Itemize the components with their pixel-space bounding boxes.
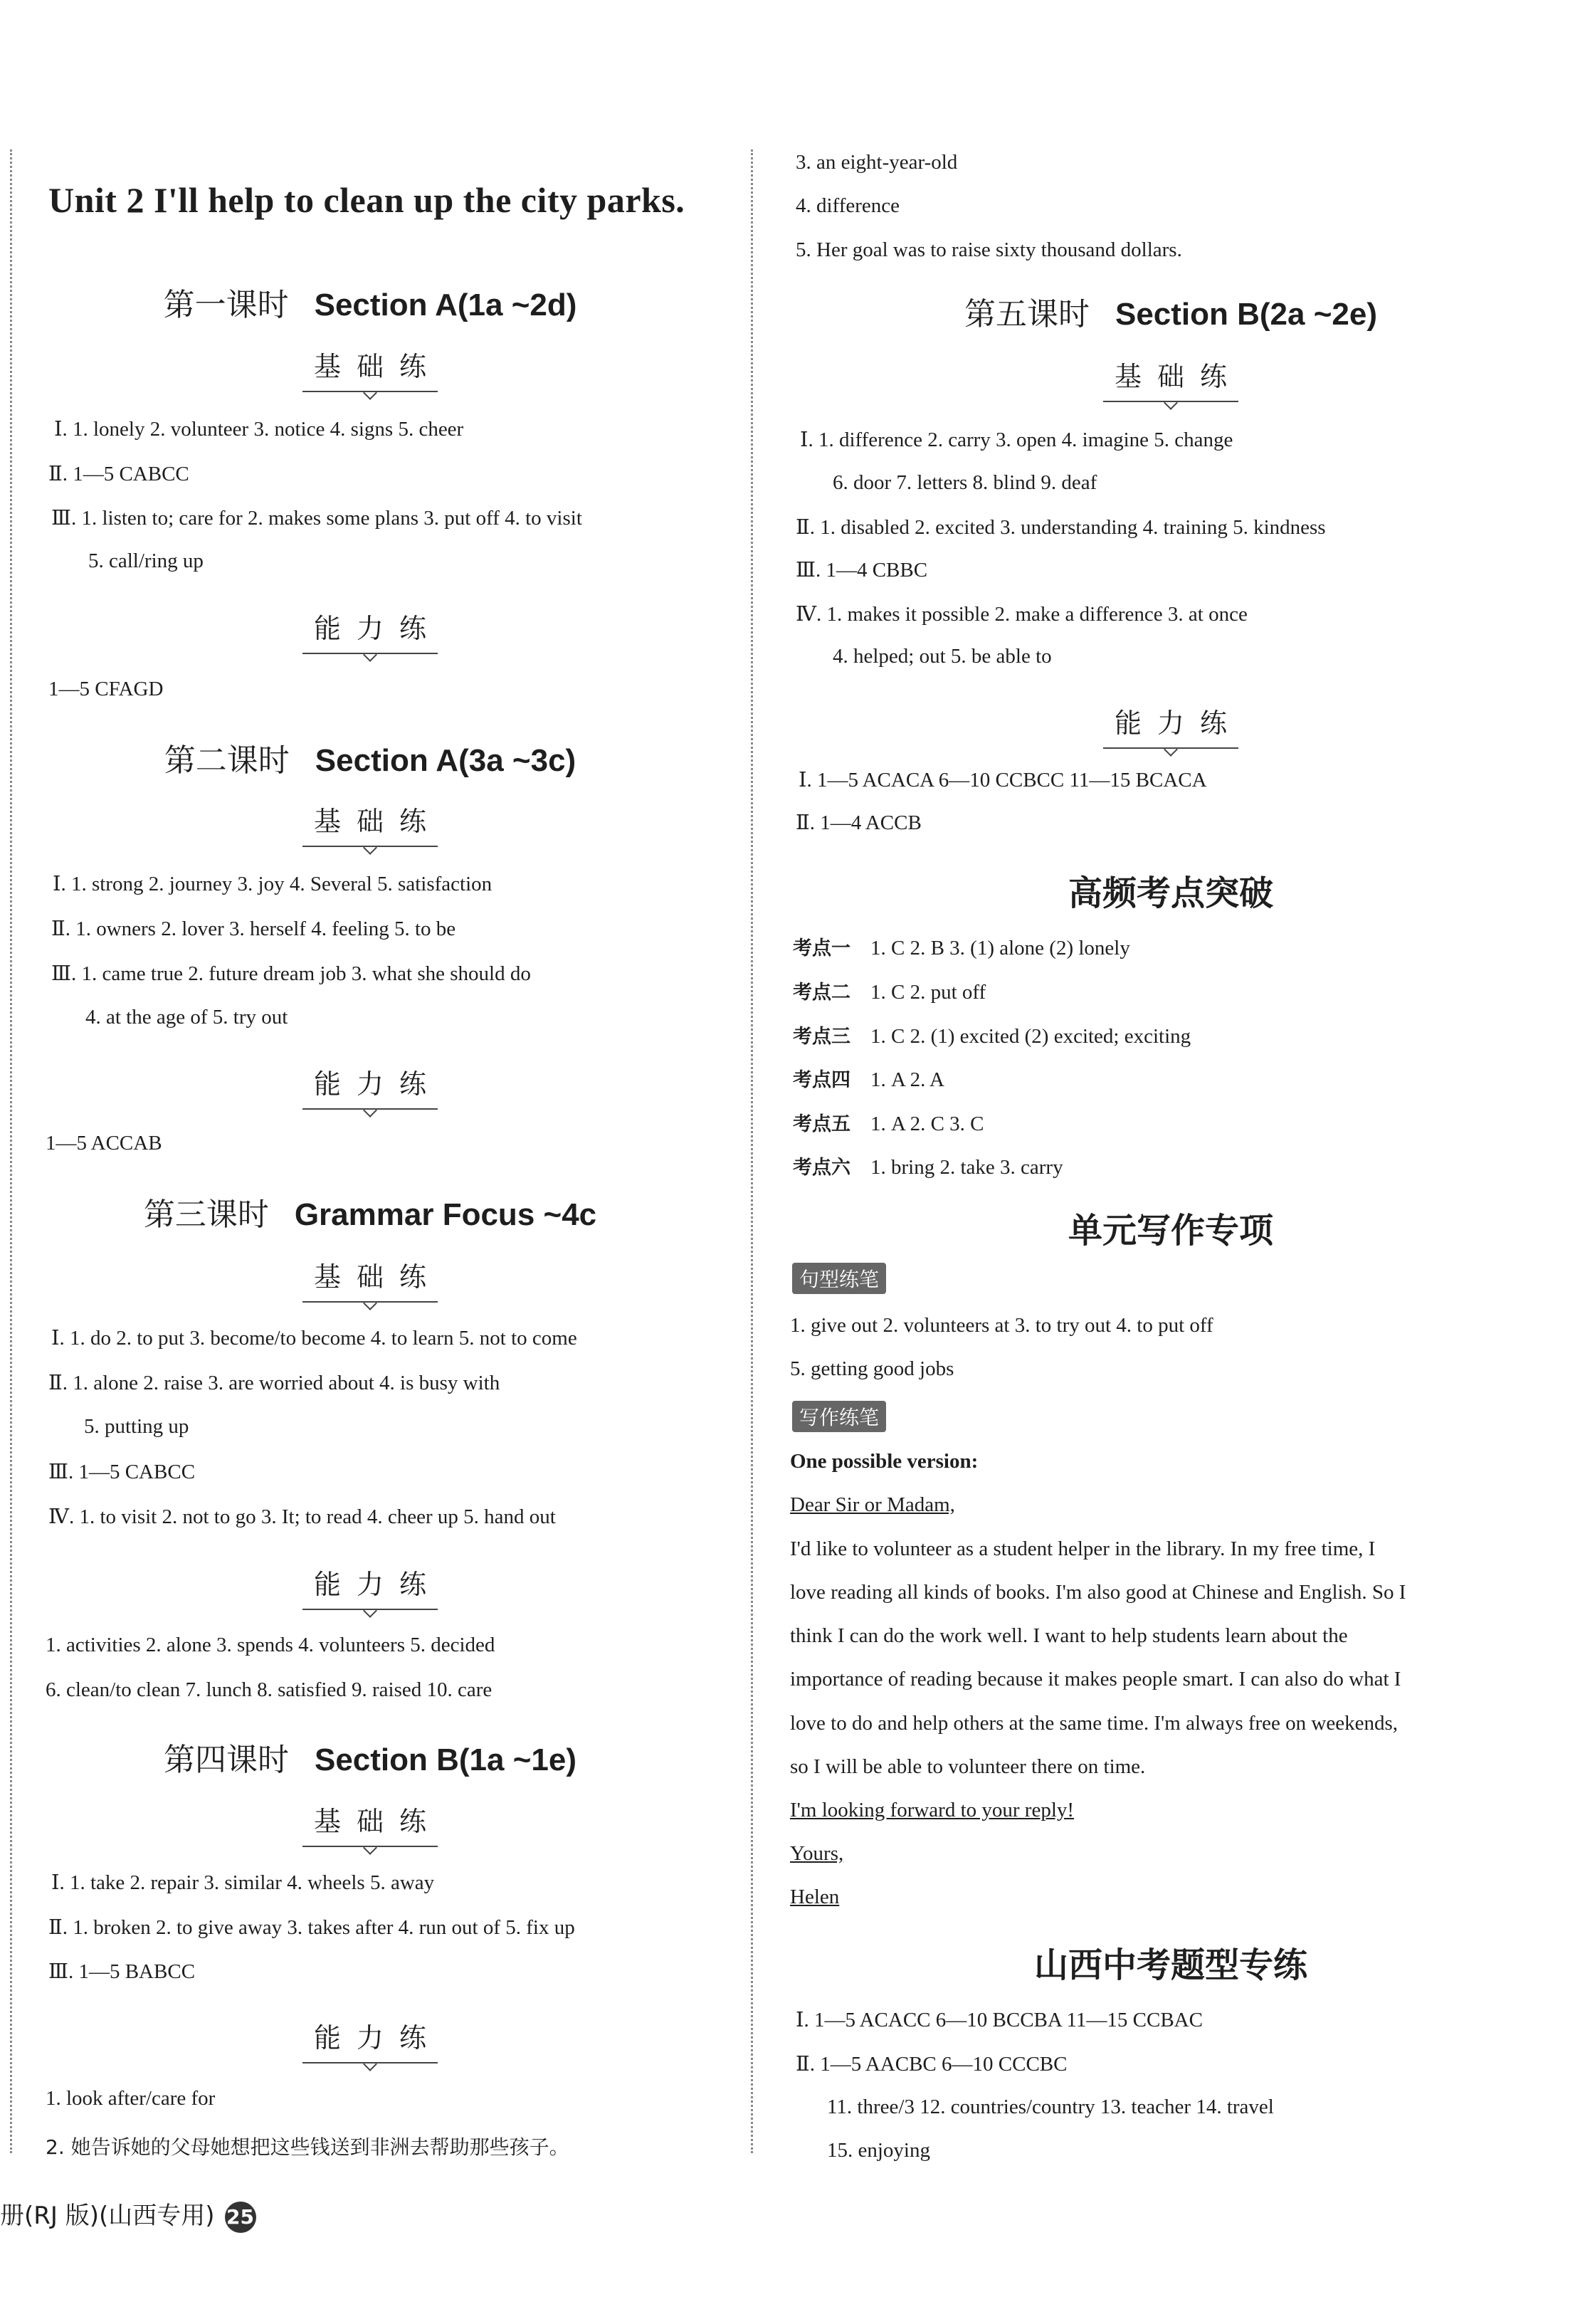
- answer-line: Ⅰ. 1. difference 2. carry 3. open 4. imagine 5. change: [800, 428, 1233, 451]
- answer-line: 5. call/ring up: [88, 550, 204, 572]
- ability-practice-heading: 能力练: [0, 1062, 740, 1101]
- answer-line: 11. three/3 12. countries/country 13. teacher 14. travel: [827, 2096, 1274, 2118]
- answer-line: 1. give out 2. volunteers at 3. to try out 4. to put off: [790, 1314, 1213, 1337]
- answer-line: Ⅱ. 1—5 CABCC: [48, 463, 189, 485]
- answer-line: Ⅱ. 1—4 ACCB: [796, 811, 922, 834]
- answer-line: 1—5 CFAGD: [48, 678, 164, 700]
- exam-point-row: 考点一 1. C 2. B 3. (1) alone (2) lonely: [793, 937, 1130, 959]
- exam-point-row: 考点二 1. C 2. put off: [793, 981, 986, 1004]
- basic-practice-heading: 基础练: [0, 345, 740, 384]
- answer-line: Ⅰ. 1. take 2. repair 3. similar 4. wheels 5. away: [51, 1871, 435, 1894]
- letter-greeting: Dear Sir or Madam,: [790, 1493, 955, 1516]
- footer-text: 册(RJ 版)(山西专用): [0, 2202, 215, 2230]
- ability-practice-heading: 能力练: [0, 2016, 740, 2055]
- letter-body-line: I'd like to volunteer as a student helper in the library. In my free time, I: [790, 1537, 1376, 1560]
- letter-body-line: think I can do the work well. I want to help students learn about the: [790, 1624, 1348, 1647]
- lesson-title: 第二课时 Section A(3a ~3c): [164, 742, 576, 779]
- answer-line: Ⅰ. 1. strong 2. journey 3. joy 4. Several 5. satisfaction: [53, 873, 493, 895]
- answer-line: 3. an eight-year-old: [796, 151, 958, 174]
- answer-line: 6. door 7. letters 8. blind 9. deaf: [833, 471, 1097, 494]
- answer-line: Ⅳ. 1. to visit 2. not to go 3. It; to read 4. cheer up 5. hand out: [48, 1505, 556, 1528]
- answer-line: 5. Her goal was to raise sixty thousand dollars.: [796, 238, 1182, 261]
- ability-practice-heading: 能力练: [0, 1562, 740, 1602]
- column-divider: [751, 149, 753, 2153]
- section-title: 高频考点突破: [1068, 873, 1273, 913]
- letter-body-line: love to do and help others at the same time. I'm always free on weekends,: [790, 1712, 1399, 1735]
- answer-line: 1—5 ACCAB: [46, 1132, 162, 1155]
- answer-line: Ⅰ. 1. do 2. to put 3. become/to become 4. to learn 5. not to come: [51, 1327, 577, 1350]
- answer-line: Ⅲ. 1—5 BABCC: [48, 1960, 196, 1983]
- page-number: 25: [225, 2202, 256, 2233]
- exam-point-row: 考点三 1. C 2. (1) excited (2) excited; exciting: [793, 1025, 1191, 1048]
- answer-line: 4. at the age of 5. try out: [85, 1006, 288, 1029]
- letter-closing: I'm looking forward to your reply!: [790, 1799, 1075, 1821]
- answer-line: 1. look after/care for: [46, 2087, 216, 2110]
- answer-line: Ⅲ. 1. listen to; care for 2. makes some plans 3. put off 4. to visit: [51, 507, 582, 530]
- lesson-title: 第一课时 Section A(1a ~2d): [163, 287, 577, 323]
- answer-line: Ⅱ. 1. alone 2. raise 3. are worried about 4. is busy with: [48, 1372, 500, 1394]
- letter-body-line: so I will be able to volunteer there on time.: [790, 1755, 1146, 1778]
- unit-title: Unit 2 I'll help to clean up the city parks.: [48, 180, 685, 220]
- answer-line: 2. 她告诉她的父母她想把这些钱送到非洲去帮助那些孩子。: [46, 2135, 569, 2159]
- answer-line: Ⅲ. 1. came true 2. future dream job 3. what she should do: [51, 962, 531, 985]
- lesson-title: 第五课时 Section B(2a ~2e): [964, 296, 1378, 332]
- letter-name: Helen: [790, 1886, 840, 1908]
- lesson-title: 第四课时 Section B(1a ~1e): [163, 1742, 577, 1778]
- answer-line: Ⅰ. 1—5 ACACA 6—10 CCBCC 11—15 BCACA: [799, 769, 1207, 792]
- letter-body-line: importance of reading because it makes people smart. I can also do what I: [790, 1668, 1401, 1691]
- ability-practice-heading: 能力练: [0, 606, 740, 646]
- answer-line: Ⅱ. 1. owners 2. lover 3. herself 4. feeling 5. to be: [51, 917, 456, 940]
- version-intro: One possible version:: [790, 1450, 979, 1473]
- section-title: 山西中考题型专练: [1033, 1945, 1307, 1985]
- exam-point-row: 考点五 1. A 2. C 3. C: [793, 1113, 984, 1135]
- letter-body-line: love reading all kinds of books. I'm also good at Chinese and English. So I: [790, 1581, 1406, 1604]
- answer-line: Ⅱ. 1. broken 2. to give away 3. takes after 4. run out of 5. fix up: [48, 1916, 575, 1939]
- answer-line: 1. activities 2. alone 3. spends 4. volunteers 5. decided: [46, 1634, 495, 1656]
- writing-practice-tag: 写作练笔: [792, 1401, 886, 1432]
- basic-practice-heading: 基础练: [783, 354, 1559, 394]
- exam-point-row: 考点四 1. A 2. A: [793, 1068, 944, 1091]
- answer-line: 4. difference: [796, 194, 900, 217]
- answer-line: 5. putting up: [84, 1415, 189, 1438]
- answer-line: Ⅰ. 1—5 ACACC 6—10 BCCBA 11—15 CCBAC: [796, 2009, 1203, 2031]
- basic-practice-heading: 基础练: [0, 1799, 740, 1839]
- page-footer: [0, 2196, 256, 2233]
- sentence-practice-tag: 句型练笔: [792, 1263, 886, 1294]
- exam-point-row: 考点六 1. bring 2. take 3. carry: [793, 1156, 1063, 1179]
- basic-practice-heading: 基础练: [0, 799, 740, 838]
- answer-line: 5. getting good jobs: [790, 1357, 954, 1380]
- column-divider: [10, 149, 12, 2153]
- ability-practice-heading: 能力练: [783, 701, 1559, 740]
- answer-line: 15. enjoying: [827, 2139, 930, 2162]
- answer-line: Ⅲ. 1—5 CABCC: [48, 1461, 196, 1483]
- basic-practice-heading: 基础练: [0, 1255, 740, 1294]
- answer-line: 6. clean/to clean 7. lunch 8. satisfied 9. raised 10. care: [46, 1678, 493, 1701]
- letter-signoff: Yours,: [790, 1842, 844, 1865]
- answer-line: Ⅲ. 1—4 CBBC: [796, 559, 928, 582]
- answer-line: Ⅱ. 1. disabled 2. excited 3. understanding 4. training 5. kindness: [796, 516, 1326, 539]
- answer-line: Ⅱ. 1—5 AACBC 6—10 CCCBC: [796, 2053, 1068, 2076]
- answer-line: Ⅰ. 1. lonely 2. volunteer 3. notice 4. signs 5. cheer: [54, 418, 464, 441]
- answer-line: 4. helped; out 5. be able to: [833, 645, 1052, 668]
- lesson-title: 第三课时 Grammar Focus ~4c: [143, 1197, 597, 1233]
- section-title: 单元写作专项: [1068, 1211, 1273, 1251]
- answer-line: Ⅳ. 1. makes it possible 2. make a difference 3. at once: [796, 603, 1248, 626]
